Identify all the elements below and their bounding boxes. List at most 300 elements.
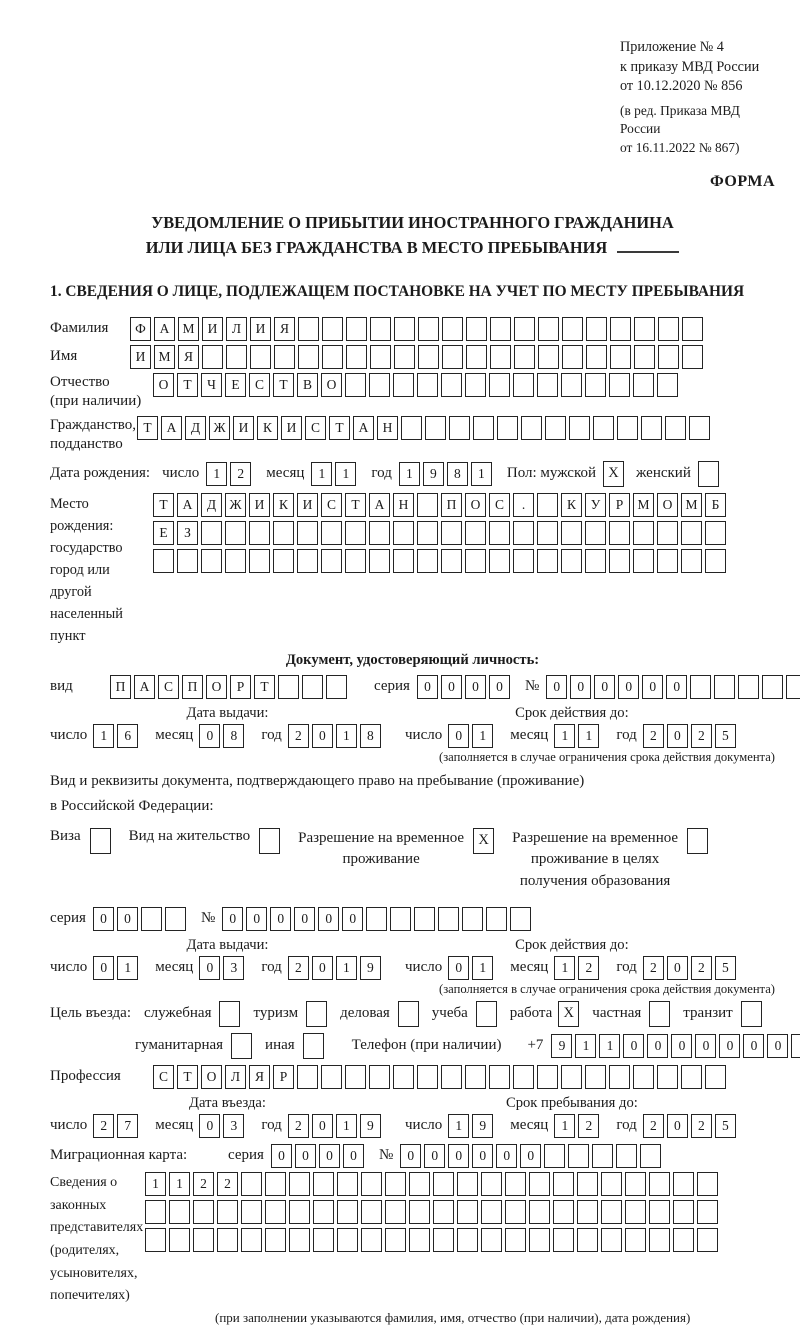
char-cell[interactable]	[529, 1172, 550, 1196]
char-cell[interactable]: 0	[667, 1114, 688, 1138]
char-cell[interactable]	[486, 907, 507, 931]
char-cell[interactable]	[250, 345, 271, 369]
char-cell[interactable]	[466, 317, 487, 341]
char-cell[interactable]: У	[585, 493, 606, 517]
char-cell[interactable]	[278, 675, 299, 699]
char-cell[interactable]: И	[297, 493, 318, 517]
char-cell[interactable]	[537, 549, 558, 573]
char-cell[interactable]	[609, 549, 630, 573]
char-cell[interactable]	[390, 907, 411, 931]
char-cell[interactable]: 0	[667, 956, 688, 980]
char-cell[interactable]	[322, 317, 343, 341]
char-cell[interactable]: Д	[201, 493, 222, 517]
char-cell[interactable]	[369, 549, 390, 573]
char-cell[interactable]	[370, 345, 391, 369]
char-cell[interactable]: 0	[448, 956, 469, 980]
char-cell[interactable]: 2	[691, 1114, 712, 1138]
char-cell[interactable]: 1	[336, 1114, 357, 1138]
char-cell[interactable]	[489, 521, 510, 545]
char-cell[interactable]: 1	[169, 1172, 190, 1196]
char-cell[interactable]	[490, 345, 511, 369]
char-cell[interactable]	[302, 675, 323, 699]
char-cell[interactable]	[561, 521, 582, 545]
char-cell[interactable]	[562, 345, 583, 369]
male-checkbox[interactable]: X	[603, 461, 624, 487]
char-cell[interactable]	[457, 1172, 478, 1196]
char-cell[interactable]	[297, 549, 318, 573]
char-cell[interactable]: Л	[225, 1065, 246, 1089]
char-cell[interactable]: О	[153, 373, 174, 397]
char-cell[interactable]: С	[249, 373, 270, 397]
char-cell[interactable]	[313, 1172, 334, 1196]
char-cell[interactable]: К	[257, 416, 278, 440]
char-cell[interactable]	[738, 675, 759, 699]
char-cell[interactable]	[609, 373, 630, 397]
char-cell[interactable]: 2	[691, 956, 712, 980]
char-cell[interactable]: 0	[642, 675, 663, 699]
char-cell[interactable]: Р	[273, 1065, 294, 1089]
char-cell[interactable]: О	[321, 373, 342, 397]
char-cell[interactable]	[658, 345, 679, 369]
char-cell[interactable]	[705, 549, 726, 573]
char-cell[interactable]: 1	[575, 1034, 596, 1058]
char-cell[interactable]	[409, 1228, 430, 1252]
char-cell[interactable]	[544, 1144, 565, 1168]
char-cell[interactable]	[201, 549, 222, 573]
char-cell[interactable]	[791, 1034, 800, 1058]
char-cell[interactable]	[553, 1200, 574, 1224]
char-cell[interactable]	[418, 317, 439, 341]
char-cell[interactable]: 0	[618, 675, 639, 699]
char-cell[interactable]	[537, 493, 558, 517]
char-cell[interactable]	[633, 1065, 654, 1089]
char-cell[interactable]: С	[305, 416, 326, 440]
char-cell[interactable]	[641, 416, 662, 440]
char-cell[interactable]	[225, 521, 246, 545]
char-cell[interactable]	[553, 1228, 574, 1252]
other-checkbox[interactable]	[303, 1033, 324, 1059]
char-cell[interactable]	[673, 1172, 694, 1196]
char-cell[interactable]: Т	[273, 373, 294, 397]
char-cell[interactable]: П	[441, 493, 462, 517]
char-cell[interactable]	[569, 416, 590, 440]
char-cell[interactable]: 2	[288, 1114, 309, 1138]
char-cell[interactable]: 1	[472, 724, 493, 748]
char-cell[interactable]: С	[489, 493, 510, 517]
char-cell[interactable]: 0	[199, 956, 220, 980]
char-cell[interactable]: 5	[715, 956, 736, 980]
char-cell[interactable]	[625, 1200, 646, 1224]
char-cell[interactable]	[585, 521, 606, 545]
char-cell[interactable]	[633, 549, 654, 573]
char-cell[interactable]: 1	[336, 724, 357, 748]
char-cell[interactable]	[513, 521, 534, 545]
char-cell[interactable]: 0	[222, 907, 243, 931]
char-cell[interactable]	[505, 1200, 526, 1224]
char-cell[interactable]: П	[110, 675, 131, 699]
char-cell[interactable]: Т	[137, 416, 158, 440]
char-cell[interactable]	[529, 1200, 550, 1224]
char-cell[interactable]: И	[130, 345, 151, 369]
char-cell[interactable]: 0	[546, 675, 567, 699]
char-cell[interactable]: 0	[319, 1144, 340, 1168]
char-cell[interactable]: 2	[288, 724, 309, 748]
char-cell[interactable]	[249, 521, 270, 545]
char-cell[interactable]	[201, 521, 222, 545]
char-cell[interactable]	[401, 416, 422, 440]
char-cell[interactable]: 3	[223, 1114, 244, 1138]
char-cell[interactable]	[657, 521, 678, 545]
char-cell[interactable]	[265, 1200, 286, 1224]
residence-permit-checkbox[interactable]	[259, 828, 280, 854]
char-cell[interactable]	[326, 675, 347, 699]
char-cell[interactable]	[226, 345, 247, 369]
char-cell[interactable]: О	[206, 675, 227, 699]
char-cell[interactable]	[561, 373, 582, 397]
char-cell[interactable]	[553, 1172, 574, 1196]
char-cell[interactable]: 0	[343, 1144, 364, 1168]
char-cell[interactable]	[297, 521, 318, 545]
char-cell[interactable]	[217, 1228, 238, 1252]
char-cell[interactable]: 2	[288, 956, 309, 980]
char-cell[interactable]	[393, 373, 414, 397]
char-cell[interactable]: А	[177, 493, 198, 517]
char-cell[interactable]	[169, 1200, 190, 1224]
char-cell[interactable]	[289, 1200, 310, 1224]
char-cell[interactable]: П	[182, 675, 203, 699]
char-cell[interactable]: 1	[93, 724, 114, 748]
char-cell[interactable]: Т	[329, 416, 350, 440]
char-cell[interactable]	[225, 549, 246, 573]
char-cell[interactable]	[649, 1200, 670, 1224]
char-cell[interactable]	[385, 1200, 406, 1224]
char-cell[interactable]	[537, 373, 558, 397]
char-cell[interactable]	[521, 416, 542, 440]
char-cell[interactable]: С	[158, 675, 179, 699]
char-cell[interactable]	[457, 1200, 478, 1224]
char-cell[interactable]	[449, 416, 470, 440]
char-cell[interactable]	[568, 1144, 589, 1168]
char-cell[interactable]: 0	[623, 1034, 644, 1058]
char-cell[interactable]	[657, 549, 678, 573]
char-cell[interactable]	[346, 317, 367, 341]
visa-checkbox[interactable]	[90, 828, 111, 854]
char-cell[interactable]: 0	[489, 675, 510, 699]
char-cell[interactable]: 9	[472, 1114, 493, 1138]
char-cell[interactable]: 1	[145, 1172, 166, 1196]
char-cell[interactable]	[346, 345, 367, 369]
char-cell[interactable]: Д	[185, 416, 206, 440]
char-cell[interactable]: 1	[206, 462, 227, 486]
char-cell[interactable]	[366, 907, 387, 931]
char-cell[interactable]	[514, 345, 535, 369]
char-cell[interactable]	[241, 1200, 262, 1224]
char-cell[interactable]	[510, 907, 531, 931]
char-cell[interactable]	[145, 1200, 166, 1224]
char-cell[interactable]: Е	[225, 373, 246, 397]
char-cell[interactable]: 6	[117, 724, 138, 748]
char-cell[interactable]: 0	[93, 956, 114, 980]
business-checkbox[interactable]	[398, 1001, 419, 1027]
tourism-checkbox[interactable]	[306, 1001, 327, 1027]
char-cell[interactable]: 0	[520, 1144, 541, 1168]
char-cell[interactable]: 1	[335, 462, 356, 486]
char-cell[interactable]: 1	[448, 1114, 469, 1138]
char-cell[interactable]: Т	[177, 1065, 198, 1089]
char-cell[interactable]	[673, 1200, 694, 1224]
char-cell[interactable]: 0	[342, 907, 363, 931]
char-cell[interactable]	[409, 1172, 430, 1196]
char-cell[interactable]: 9	[360, 956, 381, 980]
char-cell[interactable]: И	[233, 416, 254, 440]
char-cell[interactable]	[561, 549, 582, 573]
char-cell[interactable]: Н	[393, 493, 414, 517]
char-cell[interactable]	[321, 549, 342, 573]
char-cell[interactable]: 0	[271, 1144, 292, 1168]
char-cell[interactable]	[616, 1144, 637, 1168]
char-cell[interactable]	[537, 521, 558, 545]
char-cell[interactable]: 0	[295, 1144, 316, 1168]
char-cell[interactable]	[505, 1172, 526, 1196]
char-cell[interactable]	[409, 1200, 430, 1224]
char-cell[interactable]	[217, 1200, 238, 1224]
char-cell[interactable]	[586, 317, 607, 341]
char-cell[interactable]	[610, 317, 631, 341]
char-cell[interactable]: 0	[570, 675, 591, 699]
char-cell[interactable]: 0	[417, 675, 438, 699]
char-cell[interactable]	[321, 521, 342, 545]
char-cell[interactable]	[462, 907, 483, 931]
char-cell[interactable]: В	[297, 373, 318, 397]
char-cell[interactable]: 0	[465, 675, 486, 699]
char-cell[interactable]	[538, 317, 559, 341]
char-cell[interactable]	[361, 1228, 382, 1252]
char-cell[interactable]	[442, 345, 463, 369]
char-cell[interactable]	[681, 549, 702, 573]
char-cell[interactable]	[141, 907, 162, 931]
char-cell[interactable]	[601, 1172, 622, 1196]
char-cell[interactable]	[490, 317, 511, 341]
char-cell[interactable]: 0	[719, 1034, 740, 1058]
char-cell[interactable]: Ж	[225, 493, 246, 517]
char-cell[interactable]: 0	[767, 1034, 788, 1058]
char-cell[interactable]	[466, 345, 487, 369]
char-cell[interactable]	[697, 1172, 718, 1196]
char-cell[interactable]: 0	[318, 907, 339, 931]
char-cell[interactable]	[617, 416, 638, 440]
char-cell[interactable]	[414, 907, 435, 931]
char-cell[interactable]: 8	[360, 724, 381, 748]
char-cell[interactable]: С	[321, 493, 342, 517]
char-cell[interactable]	[649, 1172, 670, 1196]
char-cell[interactable]	[438, 907, 459, 931]
char-cell[interactable]: Т	[177, 373, 198, 397]
char-cell[interactable]: 1	[554, 724, 575, 748]
char-cell[interactable]: 0	[448, 724, 469, 748]
work-checkbox[interactable]: X	[558, 1001, 579, 1027]
char-cell[interactable]	[634, 345, 655, 369]
char-cell[interactable]	[514, 317, 535, 341]
char-cell[interactable]: Р	[230, 675, 251, 699]
char-cell[interactable]: А	[161, 416, 182, 440]
char-cell[interactable]: Е	[153, 521, 174, 545]
char-cell[interactable]	[345, 549, 366, 573]
char-cell[interactable]: 2	[643, 956, 664, 980]
char-cell[interactable]: 1	[399, 462, 420, 486]
char-cell[interactable]: 0	[472, 1144, 493, 1168]
char-cell[interactable]: 5	[715, 724, 736, 748]
char-cell[interactable]: С	[153, 1065, 174, 1089]
char-cell[interactable]: М	[178, 317, 199, 341]
char-cell[interactable]	[417, 521, 438, 545]
char-cell[interactable]	[241, 1228, 262, 1252]
char-cell[interactable]: 8	[223, 724, 244, 748]
char-cell[interactable]	[193, 1200, 214, 1224]
char-cell[interactable]	[586, 345, 607, 369]
char-cell[interactable]: 0	[400, 1144, 421, 1168]
char-cell[interactable]	[441, 373, 462, 397]
char-cell[interactable]: 0	[441, 675, 462, 699]
char-cell[interactable]: 0	[667, 724, 688, 748]
char-cell[interactable]	[298, 345, 319, 369]
char-cell[interactable]: Я	[178, 345, 199, 369]
char-cell[interactable]: 0	[424, 1144, 445, 1168]
char-cell[interactable]	[657, 373, 678, 397]
char-cell[interactable]	[705, 521, 726, 545]
char-cell[interactable]: Б	[705, 493, 726, 517]
char-cell[interactable]: И	[249, 493, 270, 517]
char-cell[interactable]	[537, 1065, 558, 1089]
char-cell[interactable]	[442, 317, 463, 341]
char-cell[interactable]	[393, 549, 414, 573]
char-cell[interactable]	[393, 1065, 414, 1089]
char-cell[interactable]	[289, 1172, 310, 1196]
char-cell[interactable]	[505, 1228, 526, 1252]
char-cell[interactable]	[202, 345, 223, 369]
char-cell[interactable]	[577, 1228, 598, 1252]
private-checkbox[interactable]	[649, 1001, 670, 1027]
study-checkbox[interactable]	[476, 1001, 497, 1027]
char-cell[interactable]: 0	[312, 956, 333, 980]
char-cell[interactable]: К	[273, 493, 294, 517]
char-cell[interactable]	[529, 1228, 550, 1252]
char-cell[interactable]: 0	[647, 1034, 668, 1058]
temp-permit-checkbox[interactable]: X	[473, 828, 494, 854]
char-cell[interactable]: О	[657, 493, 678, 517]
char-cell[interactable]	[465, 521, 486, 545]
char-cell[interactable]	[593, 416, 614, 440]
char-cell[interactable]: 7	[117, 1114, 138, 1138]
char-cell[interactable]: 2	[643, 1114, 664, 1138]
char-cell[interactable]: .	[513, 493, 534, 517]
char-cell[interactable]	[273, 549, 294, 573]
char-cell[interactable]	[193, 1228, 214, 1252]
char-cell[interactable]: 1	[578, 724, 599, 748]
char-cell[interactable]	[681, 1065, 702, 1089]
female-checkbox[interactable]	[698, 461, 719, 487]
char-cell[interactable]: 2	[93, 1114, 114, 1138]
char-cell[interactable]	[465, 373, 486, 397]
char-cell[interactable]	[433, 1200, 454, 1224]
temp-permit-edu-checkbox[interactable]	[687, 828, 708, 854]
char-cell[interactable]	[457, 1228, 478, 1252]
char-cell[interactable]	[682, 317, 703, 341]
char-cell[interactable]	[657, 1065, 678, 1089]
char-cell[interactable]	[577, 1200, 598, 1224]
char-cell[interactable]	[165, 907, 186, 931]
char-cell[interactable]	[394, 317, 415, 341]
char-cell[interactable]: М	[633, 493, 654, 517]
char-cell[interactable]: 0	[199, 724, 220, 748]
char-cell[interactable]	[441, 521, 462, 545]
char-cell[interactable]	[682, 345, 703, 369]
transit-checkbox[interactable]	[741, 1001, 762, 1027]
char-cell[interactable]	[714, 675, 735, 699]
char-cell[interactable]: 9	[423, 462, 444, 486]
char-cell[interactable]	[489, 549, 510, 573]
char-cell[interactable]	[265, 1172, 286, 1196]
char-cell[interactable]	[345, 521, 366, 545]
char-cell[interactable]	[265, 1228, 286, 1252]
official-checkbox[interactable]	[219, 1001, 240, 1027]
char-cell[interactable]: Ж	[209, 416, 230, 440]
char-cell[interactable]	[609, 521, 630, 545]
char-cell[interactable]	[658, 317, 679, 341]
char-cell[interactable]	[321, 1065, 342, 1089]
char-cell[interactable]	[322, 345, 343, 369]
char-cell[interactable]: А	[369, 493, 390, 517]
humanitarian-checkbox[interactable]	[231, 1033, 252, 1059]
char-cell[interactable]	[274, 345, 295, 369]
char-cell[interactable]	[345, 373, 366, 397]
char-cell[interactable]	[465, 549, 486, 573]
char-cell[interactable]	[689, 416, 710, 440]
char-cell[interactable]: 0	[496, 1144, 517, 1168]
char-cell[interactable]: И	[202, 317, 223, 341]
char-cell[interactable]: О	[465, 493, 486, 517]
char-cell[interactable]	[241, 1172, 262, 1196]
char-cell[interactable]: Т	[345, 493, 366, 517]
char-cell[interactable]: 1	[554, 1114, 575, 1138]
char-cell[interactable]: 0	[695, 1034, 716, 1058]
char-cell[interactable]	[673, 1228, 694, 1252]
char-cell[interactable]: Л	[226, 317, 247, 341]
char-cell[interactable]: 0	[312, 724, 333, 748]
char-cell[interactable]	[705, 1065, 726, 1089]
char-cell[interactable]: 2	[643, 724, 664, 748]
char-cell[interactable]	[249, 549, 270, 573]
char-cell[interactable]	[337, 1200, 358, 1224]
char-cell[interactable]	[481, 1172, 502, 1196]
char-cell[interactable]	[369, 1065, 390, 1089]
char-cell[interactable]: 0	[246, 907, 267, 931]
char-cell[interactable]: Ф	[130, 317, 151, 341]
char-cell[interactable]: 1	[471, 462, 492, 486]
char-cell[interactable]	[786, 675, 800, 699]
char-cell[interactable]	[169, 1228, 190, 1252]
char-cell[interactable]: 2	[578, 1114, 599, 1138]
char-cell[interactable]	[425, 416, 446, 440]
char-cell[interactable]: 9	[360, 1114, 381, 1138]
char-cell[interactable]	[585, 373, 606, 397]
char-cell[interactable]: Н	[377, 416, 398, 440]
char-cell[interactable]	[361, 1200, 382, 1224]
char-cell[interactable]	[145, 1228, 166, 1252]
char-cell[interactable]: 1	[472, 956, 493, 980]
char-cell[interactable]	[585, 549, 606, 573]
char-cell[interactable]: 1	[336, 956, 357, 980]
char-cell[interactable]: 0	[671, 1034, 692, 1058]
